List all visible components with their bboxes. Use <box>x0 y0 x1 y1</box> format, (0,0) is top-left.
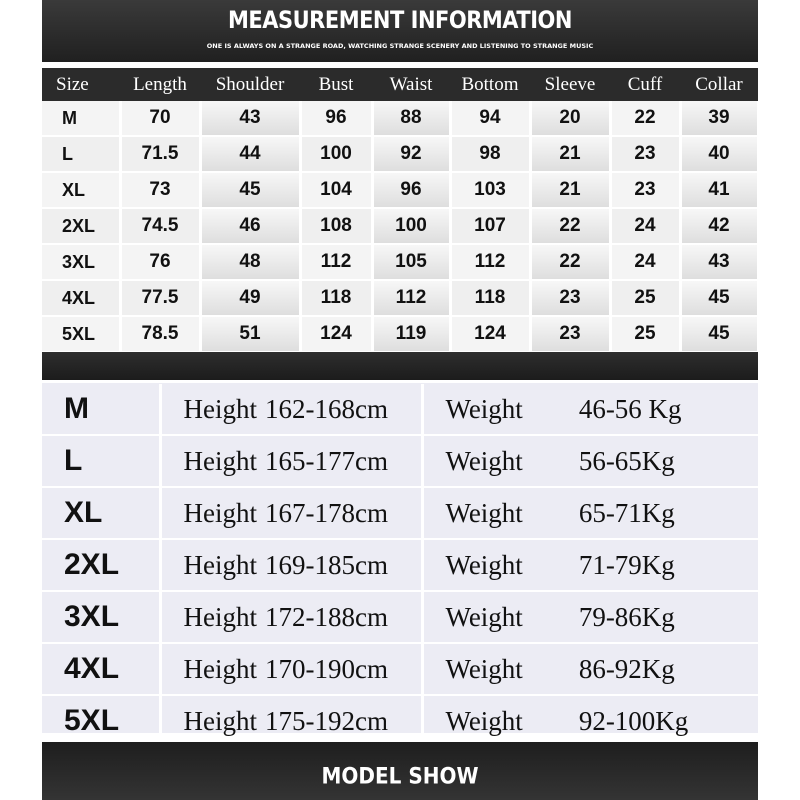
cell-sleeve: 22 <box>530 208 610 244</box>
height-label: Height <box>183 601 257 632</box>
table-row <box>42 208 758 244</box>
cell-bottom: 94 <box>450 101 530 136</box>
weight-value: 86-92Kg <box>578 653 675 684</box>
table-row <box>42 172 758 208</box>
list-item <box>42 435 758 487</box>
weight-label: Weight <box>445 601 523 632</box>
height-value: 172-188cm <box>265 601 388 632</box>
cell-size: XL <box>42 172 120 208</box>
cell-bust: 100 <box>300 136 372 172</box>
cell-cuff: 23 <box>610 136 680 172</box>
page-title: MEASUREMENT INFORMATION <box>228 6 572 34</box>
list-item <box>42 487 758 539</box>
body-size-label: 4XL <box>42 643 160 695</box>
weight-value: 79-86Kg <box>578 601 675 632</box>
height-label: Height <box>183 549 257 580</box>
weight-value: 56-65Kg <box>578 445 675 476</box>
weight-label: Weight <box>445 445 523 476</box>
height-cell <box>160 591 422 643</box>
cell-waist: 112 <box>372 280 450 316</box>
height-value: 175-192cm <box>265 705 388 736</box>
height-value: 170-190cm <box>265 653 388 684</box>
cell-shoulder: 43 <box>200 101 300 136</box>
column-header-bottom: Bottom <box>450 68 530 101</box>
cell-collar: 45 <box>680 316 758 352</box>
cell-waist: 96 <box>372 172 450 208</box>
size-chart-table <box>42 68 760 353</box>
height-cell <box>160 643 422 695</box>
cell-collar: 42 <box>680 208 758 244</box>
cell-bottom: 124 <box>450 316 530 352</box>
cell-bottom: 112 <box>450 244 530 280</box>
cell-collar: 39 <box>680 101 758 136</box>
cell-length: 77.5 <box>120 280 200 316</box>
page-subtitle: ONE IS ALWAYS ON A STRANGE ROAD, WATCHING STRANGE SCENERY AND LISTENING TO STRANGE MUSIC <box>206 42 594 50</box>
weight-cell <box>422 539 758 591</box>
cell-size: L <box>42 136 120 172</box>
cell-sleeve: 22 <box>530 244 610 280</box>
weight-label: Weight <box>445 705 523 736</box>
cell-length: 76 <box>120 244 200 280</box>
weight-cell <box>422 591 758 643</box>
cell-bottom: 107 <box>450 208 530 244</box>
cell-bottom: 103 <box>450 172 530 208</box>
cell-cuff: 24 <box>610 244 680 280</box>
cell-collar: 43 <box>680 244 758 280</box>
cell-bust: 96 <box>300 101 372 136</box>
height-label: Height <box>183 653 257 684</box>
cell-waist: 88 <box>372 101 450 136</box>
table-row <box>42 316 758 352</box>
column-header-sleeve: Sleeve <box>530 68 610 101</box>
cell-sleeve: 23 <box>530 316 610 352</box>
cell-cuff: 25 <box>610 316 680 352</box>
table-row <box>42 101 758 136</box>
cell-shoulder: 51 <box>200 316 300 352</box>
cell-bust: 108 <box>300 208 372 244</box>
footer-title: MODEL SHOW <box>321 762 479 790</box>
body-size-label: 5XL <box>42 695 160 747</box>
weight-label: Weight <box>445 497 523 528</box>
height-value: 162-168cm <box>265 393 388 424</box>
weight-value: 65-71Kg <box>578 497 675 528</box>
list-item <box>42 591 758 643</box>
height-cell <box>160 487 422 539</box>
cell-waist: 92 <box>372 136 450 172</box>
cell-collar: 40 <box>680 136 758 172</box>
weight-value: 92-100Kg <box>578 705 689 736</box>
cell-sleeve: 21 <box>530 136 610 172</box>
body-size-label: 2XL <box>42 539 160 591</box>
table-row <box>42 280 758 316</box>
weight-label: Weight <box>445 393 523 424</box>
cell-cuff: 22 <box>610 101 680 136</box>
column-header-waist: Waist <box>372 68 450 101</box>
height-label: Height <box>183 497 257 528</box>
header-banner <box>42 0 758 62</box>
cell-sleeve: 21 <box>530 172 610 208</box>
cell-cuff: 25 <box>610 280 680 316</box>
cell-bust: 124 <box>300 316 372 352</box>
body-chart-table <box>42 384 758 748</box>
weight-cell <box>422 487 758 539</box>
height-cell <box>160 539 422 591</box>
column-header-length: Length <box>120 68 200 101</box>
weight-cell <box>422 435 758 487</box>
cell-shoulder: 44 <box>200 136 300 172</box>
list-item <box>42 643 758 695</box>
weight-cell <box>422 384 758 435</box>
cell-length: 70 <box>120 101 200 136</box>
cell-size: 5XL <box>42 316 120 352</box>
height-cell <box>160 695 422 747</box>
cell-shoulder: 48 <box>200 244 300 280</box>
weight-cell <box>422 643 758 695</box>
weight-label: Weight <box>445 653 523 684</box>
column-header-shoulder: Shoulder <box>200 68 300 101</box>
body-size-label: 3XL <box>42 591 160 643</box>
cell-bust: 118 <box>300 280 372 316</box>
cell-cuff: 24 <box>610 208 680 244</box>
cell-shoulder: 49 <box>200 280 300 316</box>
height-label: Height <box>183 705 257 736</box>
table-row <box>42 136 758 172</box>
weight-value: 46-56 Kg <box>578 393 682 424</box>
cell-sleeve: 20 <box>530 101 610 136</box>
list-item <box>42 539 758 591</box>
body-size-label: M <box>42 384 160 435</box>
height-cell <box>160 435 422 487</box>
column-header-collar: Collar <box>680 68 758 101</box>
weight-value: 71-79Kg <box>578 549 675 580</box>
cell-collar: 45 <box>680 280 758 316</box>
cell-length: 74.5 <box>120 208 200 244</box>
height-value: 167-178cm <box>265 497 388 528</box>
cell-length: 71.5 <box>120 136 200 172</box>
body-size-label: XL <box>42 487 160 539</box>
cell-waist: 119 <box>372 316 450 352</box>
column-header-size: Size <box>42 68 120 101</box>
cell-bottom: 118 <box>450 280 530 316</box>
height-label: Height <box>183 445 257 476</box>
cell-cuff: 23 <box>610 172 680 208</box>
weight-label: Weight <box>445 549 523 580</box>
cell-shoulder: 45 <box>200 172 300 208</box>
cell-collar: 41 <box>680 172 758 208</box>
cell-size: 2XL <box>42 208 120 244</box>
body-size-label: L <box>42 435 160 487</box>
cell-size: M <box>42 101 120 136</box>
cell-sleeve: 23 <box>530 280 610 316</box>
weight-cell <box>422 695 758 747</box>
cell-waist: 105 <box>372 244 450 280</box>
cell-bust: 112 <box>300 244 372 280</box>
section-divider <box>42 352 758 380</box>
list-item <box>42 384 758 435</box>
footer-banner <box>42 742 758 800</box>
height-value: 165-177cm <box>265 445 388 476</box>
column-header-bust: Bust <box>300 68 372 101</box>
height-label: Height <box>183 393 257 424</box>
column-header-cuff: Cuff <box>610 68 680 101</box>
height-cell <box>160 384 422 435</box>
cell-bottom: 98 <box>450 136 530 172</box>
cell-size: 4XL <box>42 280 120 316</box>
list-item <box>42 695 758 747</box>
cell-size: 3XL <box>42 244 120 280</box>
cell-bust: 104 <box>300 172 372 208</box>
cell-length: 78.5 <box>120 316 200 352</box>
cell-length: 73 <box>120 172 200 208</box>
cell-shoulder: 46 <box>200 208 300 244</box>
size-chart-header-row <box>42 68 758 101</box>
height-value: 169-185cm <box>265 549 388 580</box>
table-row <box>42 244 758 280</box>
cell-waist: 100 <box>372 208 450 244</box>
